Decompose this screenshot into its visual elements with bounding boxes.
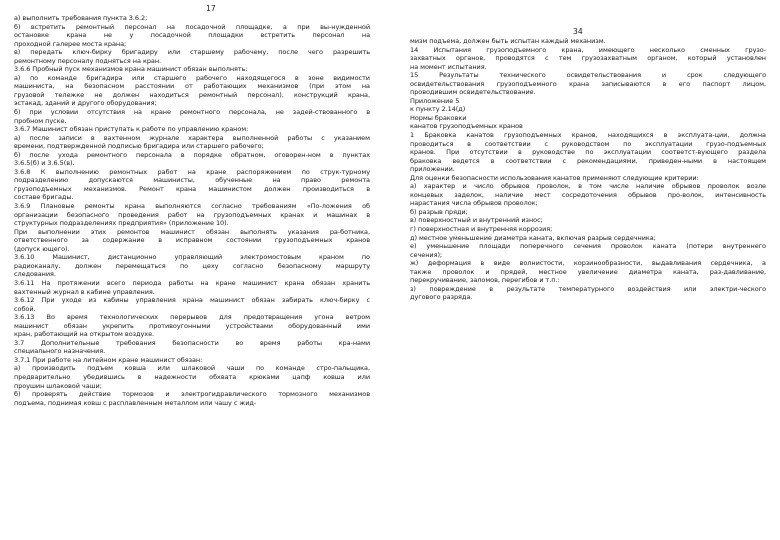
text-line: организации безопасного проведения работ на грузоподъемных кранах и машинах в: [14, 210, 370, 219]
text-line: времени, подтвержденной подписью бригадира или старшего рабочего;: [14, 142, 264, 151]
text-line: з) повреждение в результате температурного воздействия или электри-ческого: [410, 284, 766, 293]
text-line: грузовой тележке не должен находиться ремонтный персонал), конструкций крана,: [14, 90, 370, 99]
right-page: [410, 0, 780, 540]
text-line: также проволок и прядей, местное увеличение диаметра каната, раз-давливание,: [410, 267, 766, 276]
text-line: 3.7.1 При работе на литейном кране машинист обязан:: [14, 355, 203, 364]
text-line: проводившим освидетельствование.: [410, 88, 536, 97]
text-line: кранов. При отсутствии в руководстве по эксплуатации соответст-вующего раздела: [410, 148, 766, 157]
text-line: вахтенный журнал в кабине управления.: [14, 287, 155, 296]
text-line: подъема, поднимая ковш с расплавленным металлом или чашу с жид-: [14, 398, 257, 407]
text-line: грузоподъемных механизмов. Ремонт крана машинистом должен производиться в: [14, 184, 370, 193]
text-line: в) передать ключ-бирку бригадиру или старшему рабочему, после чего разрешить: [14, 48, 370, 57]
text-line: 15 Результаты технического освидетельствования и срок следующего: [410, 71, 766, 80]
text-line: перекручивание, заломов, перегибов и т.п.:: [410, 276, 560, 285]
text-line: (допуск ющего).: [14, 244, 70, 253]
text-line: д) местное уменьшение диаметра каната, включая разрыв сердечника;: [410, 233, 656, 242]
text-line: следования.: [14, 270, 56, 279]
text-line: составе бригады.: [14, 193, 74, 202]
text-line: захватных органов, проводятся с тем грузозахватным органом, который установлен: [410, 54, 766, 63]
text-line: 3.6.12 При уходе из кабины управления крана машинист обязан забирать ключ-бирку с: [14, 296, 370, 305]
text-line: 3.6.7 Машинист обязан приступать к работе по управлению краном:: [14, 125, 249, 134]
text-line: а) после записи в вахтенном журнале характера выполненной работы с указанием: [14, 133, 370, 142]
text-line: нарастания числа обрывов проволок;: [410, 199, 538, 208]
text-line: 3.6.10 Машинист, дистанционно управляющий электромостовым краном по: [14, 253, 370, 262]
text-line: мизм подъема, должен быть испытан каждый механизм.: [410, 37, 606, 45]
text-line: 3.6.8 К выполнению ремонтных работ на кране распоряжением по струк-турному: [14, 167, 370, 176]
left-page: [14, 0, 388, 540]
text-line: машиниста, на безопасном расстоянии от работающих механизмов (при этом на: [14, 82, 370, 91]
text-line: сечения);: [410, 250, 443, 259]
text-line: б) проверять действие тормозов и электрогидравлического тормозного механизмов: [14, 390, 370, 399]
text-line: е) уменьшение площади поперечного сечения проволок каната (потери внутреннего: [410, 242, 766, 251]
text-line: освидетельствования грузоподъемного крана записываются в его паспорт лицом,: [410, 79, 766, 88]
text-line: 3.6.6 Пробный пуск механизмов крана машинист обязан выполнять:: [14, 65, 248, 74]
text-line: проходной галерее моста крана;: [14, 39, 127, 48]
page-number: 34: [573, 27, 583, 36]
text-line: При выполнении этих ремонтов машинист обязан выполнять указания ра-ботника,: [14, 227, 370, 236]
text-line: б) разрыв пряди;: [410, 207, 468, 216]
text-line: пробном пуске.: [14, 116, 67, 125]
text-line: б) при условии отсутствия на кране ремонтного персонала, не задей-ствованного в: [14, 108, 370, 117]
text-line: на момент испытания.: [410, 62, 487, 71]
text-line: подразделению допускаются машинисты, обученные на право ремонта: [14, 176, 370, 185]
text-line: машинист обязан укрепить противоугонными устройствами оборудованный ими: [14, 321, 370, 330]
text-line: проводиться в соответствии с руководством по эксплуатации грузо-подъемных: [410, 139, 766, 148]
text-line: 3.7 Дополнительные требования безопасности во время работы кра-нами: [14, 338, 370, 347]
text-line: б) после ухода ремонтного персонала в порядке обратном, оговорен-ном в пунктах: [14, 150, 370, 159]
text-line: ремонтному персоналу подняться на кран.: [14, 56, 162, 65]
text-line: 14 Испытания грузоподъемного крана, имеющего несколько сменных грузо-: [410, 45, 766, 54]
text-line: ж) деформация в виде волнистости, корзинообразности, выдавливания сердечника, а: [410, 259, 766, 268]
text-line: 3.6.5(б) и 3.6.5(в).: [14, 159, 75, 168]
text-line: а) по команде бригадира или старшего рабочего находящегося в зоне видимости: [14, 73, 370, 82]
text-line: браковка ведется в соответствии с рекомендациями, приведен-ными в настоящем: [410, 156, 766, 165]
text-line: дугового разряда.: [410, 293, 473, 302]
text-line: специального назначения.: [14, 347, 106, 356]
text-line: Нормы браковки: [410, 113, 467, 122]
text-line: собой.: [14, 304, 36, 313]
text-line: Приложение 5: [410, 96, 460, 105]
text-line: в) поверхностный и внутренний износ;: [410, 216, 543, 225]
text-line: канатов грузоподъемных кранов: [410, 122, 523, 131]
page-body: [14, 14, 370, 407]
text-line: радиоканалу, должен перемещаться по цеху согласно безопасному маршруту: [14, 261, 370, 270]
text-line: 1 Браковка канатов грузоподъемных кранов, находящихся в эксплуата-ции, должна: [410, 131, 766, 140]
text-line: ответственного за содержание в исправном состоянии грузоподъемных кранов: [14, 236, 370, 245]
text-line: а) производить подъем ковша или шлаковой чаши по команде стро-пальщика,: [14, 364, 370, 373]
page-body: [410, 37, 766, 302]
text-line: структурных подразделениях предприятия» (приложение 10).: [14, 219, 229, 228]
text-line: кран, работающий на открытом воздухе.: [14, 330, 155, 339]
page-number: 17: [206, 4, 216, 13]
text-line: г) поверхностная и внутренняя коррозия;: [410, 225, 553, 234]
text-line: 3.6.13 Во время технологических перерывов для предотвращения угона ветром: [14, 313, 370, 322]
text-line: к пункту 2.14(д): [410, 105, 466, 114]
text-line: концевых заделок, наличие мест сосредоточения обрывов про-волок, интенсивность: [410, 190, 766, 199]
text-line: Для оценки безопасности использования канатов применяют следующие критерии:: [410, 173, 699, 182]
text-line: а) выполнить требования пункта 3.6.2;: [14, 14, 148, 22]
text-line: предварительно убедившись в надежности обхвата крюками цапф ковша или: [14, 372, 370, 381]
text-line: 3.6.9 Плановые ремонты крана выполняются согласно требованиям «По-ложения об: [14, 202, 370, 211]
text-line: эстакад, зданий и другого оборудования;: [14, 99, 157, 108]
text-line: остановке крана не у посадочной площадки встретить персонал на: [14, 31, 370, 40]
text-line: б) встретить ремонтный персонал на посадочной площадке, а при вы-нужденной: [14, 22, 370, 31]
text-line: а) характер и число обрывов проволок, в том числе наличие обрывов проволок возле: [410, 182, 766, 191]
text-line: приложении.: [410, 165, 455, 174]
text-line: проушин шлаковой чаши;: [14, 381, 102, 390]
text-line: 3.6.11 На протяжении всего периода работы на кране машинист крана обязан хранить: [14, 278, 370, 287]
